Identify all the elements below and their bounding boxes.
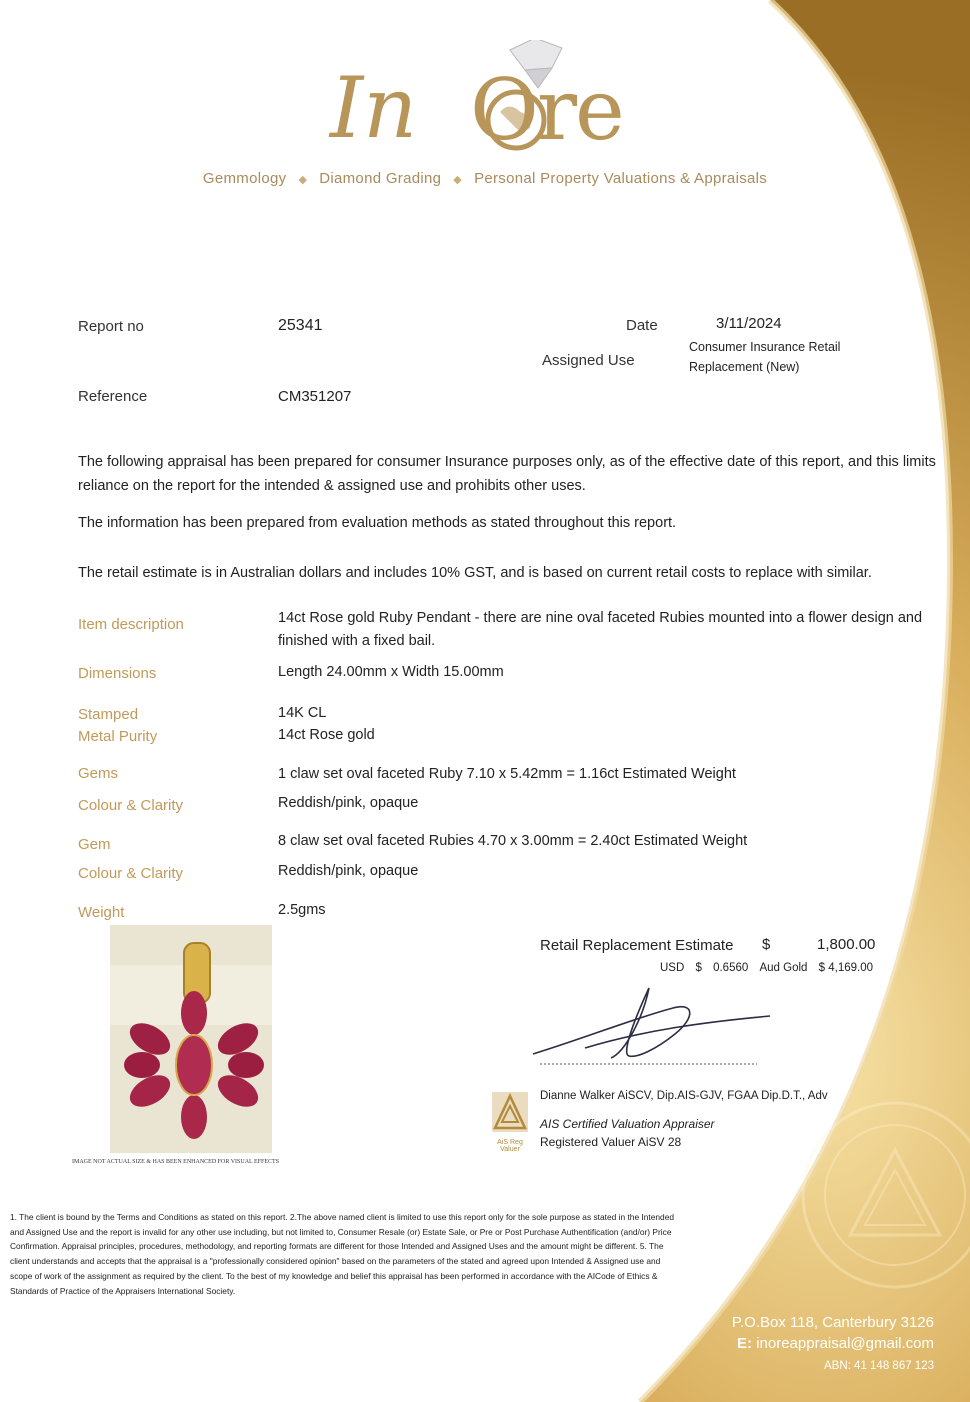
logo <box>330 40 660 160</box>
reference-value: CM351207 <box>278 388 352 405</box>
paragraph-purpose: The following appraisal has been prepared for consumer Insurance purposes only, as of the effective date of this report, and this limits reliance on the report for the intended & assigned use and prohibits other uses. <box>78 454 936 494</box>
usd-symbol: $ <box>695 962 702 974</box>
dimensions-value: Length 24.00mm x Width 15.00mm <box>278 664 504 680</box>
tagline-gemmology: Gemmology <box>202 170 287 187</box>
report-no: 25341 <box>278 317 323 334</box>
paragraph-methods: The information has been prepared from evaluation methods as stated throughout this report. <box>78 515 677 531</box>
colour-clarity-value-2: Reddish/pink, opaque <box>278 863 419 879</box>
appraiser-name: Dianne Walker AiSCV, Dip.AIS-GJV, FGAA Dip.D.T., Adv <box>540 1090 828 1102</box>
date-label: Date <box>626 317 658 334</box>
assigned-use-line2: Replacement (New) <box>689 360 800 374</box>
abn: ABN: 41 148 867 123 <box>824 1360 934 1372</box>
gems-label: Gems <box>78 765 119 782</box>
usd-label: USD <box>660 962 685 974</box>
exchange-line <box>660 962 873 974</box>
terms-footnote: 1. The client is bound by the Terms and Conditions as stated on this report. 2.The above named client is limited to use this report only for the sole purpose as stated in the Intended and Assigned Use and the report is invalid for any other use including, but not limited to, Consumer Resale (or) Estate Sale, or Pre or Post Purchase Authentification (and/or) Price Confirmation. Appraisal principles, procedures, methodology, and reporting formats are different for those Intended and Assigned Uses and the amount might be different. 5. The client understands and accepts that the appraisal is a "professionally considered opinion" based on the parameters of the stated and agreed upon Intended & Assigned use and scope of work of the assignment as required by the client. To the best of my knowledge and belief this appraisal has been performed in accordance with the AICode of Ethics & Standards of Practice of the Appraisers International Society. <box>10 1212 675 1296</box>
date-value: 3/11/2024 <box>716 315 782 332</box>
usd-rate: 0.6560 <box>713 962 749 974</box>
aud-gold-label: Aud Gold <box>759 962 808 974</box>
assigned-use-label: Assigned Use <box>542 352 635 369</box>
signature <box>525 978 785 1068</box>
tagline-diamond-grading: Diamond Grading <box>319 170 442 187</box>
aud-gold-value: $ 4,169.00 <box>818 962 873 974</box>
dimensions-label: Dimensions <box>78 665 157 682</box>
item-description-value: 14ct Rose gold Ruby Pendant - there are nine oval faceted Rubies mounted into a flower design and finished with a fixed bail. <box>278 610 923 649</box>
gem-value: 8 claw set oval faceted Rubies 4.70 x 3.00mm = 2.40ct Estimated Weight <box>278 833 748 849</box>
stamped-value: 14K CL <box>278 705 327 721</box>
email-line <box>737 1335 934 1352</box>
estimate-currency: $ <box>762 936 771 953</box>
report-no-label: Report no <box>78 318 144 335</box>
appraiser-title: AIS Certified Valuation Appraiser <box>540 1117 715 1131</box>
metal-purity-label: Metal Purity <box>78 728 158 745</box>
assigned-use-line1: Consumer Insurance Retail <box>689 340 841 354</box>
weight-label: Weight <box>78 904 125 921</box>
appraiser-registration: Registered Valuer AiSV 28 <box>540 1135 682 1149</box>
colour-clarity-value-1: Reddish/pink, opaque <box>278 795 419 811</box>
tagline: Gemmology ◆ Diamond Grading ◆ Personal Property Valuations & Appraisals <box>202 170 768 187</box>
badge-line1: AiS Reg <box>497 1139 523 1146</box>
image-caption: IMAGE NOT ACTUAL SIZE & HAS BEEN ENHANCED FOR VISUAL EFFECTS <box>72 1159 280 1165</box>
gems-value: 1 claw set oval faceted Ruby 7.10 x 5.42mm = 1.16ct Estimated Weight <box>278 766 736 782</box>
item-description-label: Item description <box>78 616 184 633</box>
colour-clarity-label-1: Colour & Clarity <box>78 797 184 814</box>
logo-script: In <box>330 59 418 157</box>
badge-line2: Valuer <box>500 1146 520 1153</box>
gem-label: Gem <box>78 836 111 853</box>
reference-label: Reference <box>78 388 148 405</box>
ruby-pendant-image <box>110 925 272 1153</box>
po-box: P.O.Box 118, Canterbury 3126 <box>731 1314 934 1331</box>
pendant-photo <box>110 925 272 1153</box>
stamped-label: Stamped <box>78 706 139 723</box>
paragraph-currency: The retail estimate is in Australian dollars and includes 10% GST, and is based on current retail costs to replace with similar. <box>78 565 872 581</box>
weight-value: 2.5gms <box>278 902 326 918</box>
email-label: E: <box>737 1335 753 1352</box>
email-value[interactable]: inoreappraisal@gmail.com <box>756 1335 934 1352</box>
tagline-valuations: Personal Property Valuations & Appraisals <box>474 170 768 187</box>
metal-purity-value: 14ct Rose gold <box>278 727 375 743</box>
ais-valuer-badge <box>490 1090 530 1152</box>
ais-triangle-icon <box>490 1090 530 1134</box>
estimate-amount: 1,800.00 <box>817 936 876 953</box>
estimate-label: Retail Replacement Estimate <box>540 937 734 954</box>
logo-word: Ore <box>470 61 623 159</box>
colour-clarity-label-2: Colour & Clarity <box>78 865 184 882</box>
